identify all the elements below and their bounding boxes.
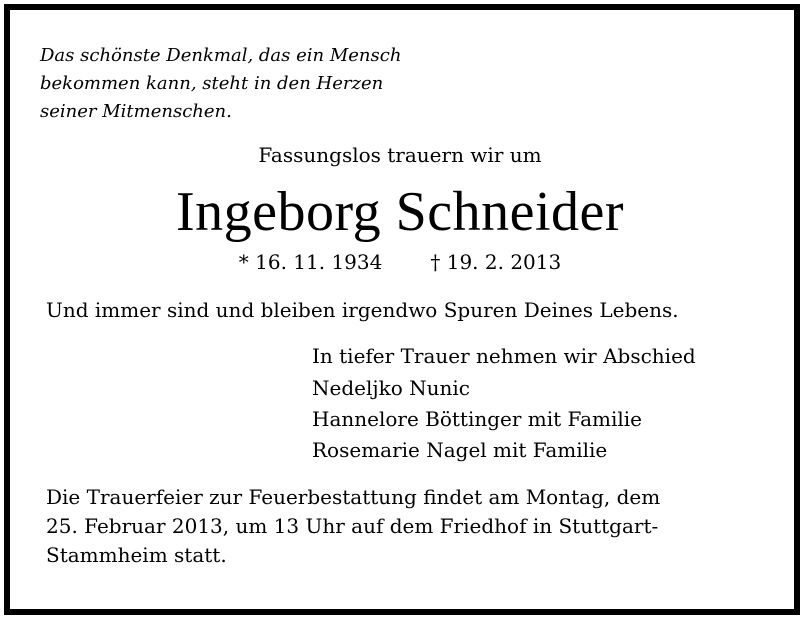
motto-line: seiner Mitmenschen.	[40, 101, 232, 122]
funeral-info	[46, 483, 756, 570]
mourner-name: Hannelore Böttinger mit Familie	[312, 407, 642, 431]
mourner-name: Rosemarie Nagel mit Familie	[312, 438, 608, 462]
funeral-line: Stammheim statt.	[46, 543, 227, 567]
death-date: † 19. 2. 2013	[430, 250, 562, 274]
motto-line: Das schönste Denkmal, das ein Mensch	[40, 45, 402, 66]
funeral-line: 25. Februar 2013, um 13 Uhr auf dem Friedhof in Stuttgart-	[46, 514, 659, 538]
life-dates	[0, 248, 800, 276]
mourners-lead: In tiefer Trauer nehmen wir Abschied	[312, 344, 696, 368]
memorial-quote: Und immer sind und bleiben irgendwo Spuren Deines Lebens.	[46, 298, 679, 322]
mourners-block	[312, 341, 696, 466]
deceased-name: Ingeborg Schneider	[175, 181, 625, 243]
motto-quote	[40, 42, 401, 126]
motto-line: bekommen kann, steht in den Herzen	[40, 73, 384, 94]
birth-date: * 16. 11. 1934	[238, 250, 383, 274]
intro-text: Fassungslos trauern wir um	[258, 143, 542, 167]
mourner-name: Nedeljko Nunic	[312, 376, 470, 400]
funeral-line: Die Trauerfeier zur Feuerbestattung findet am Montag, dem	[46, 485, 661, 509]
